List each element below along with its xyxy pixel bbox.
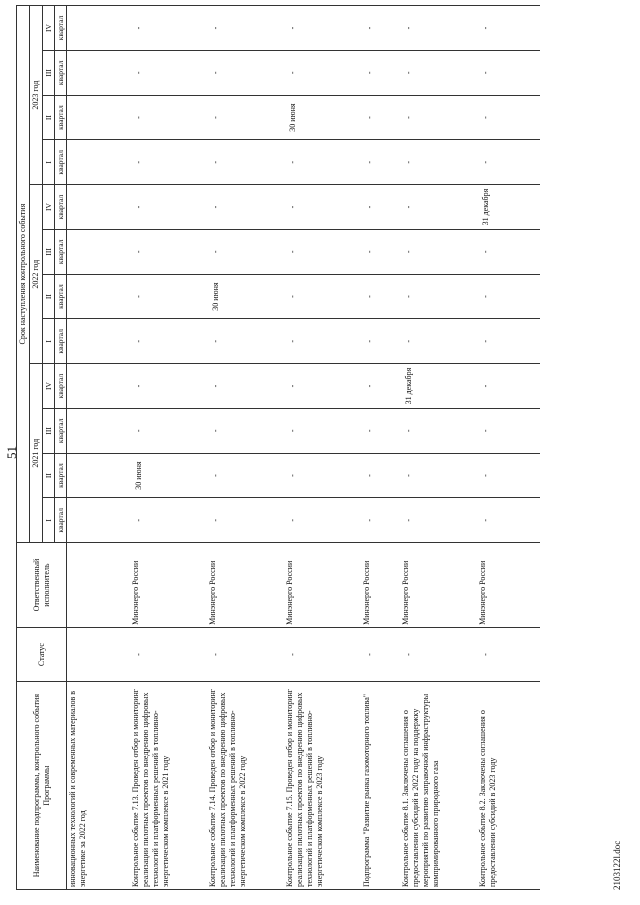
quarter-cell: - (284, 408, 361, 453)
table-row (284, 6, 361, 890)
event-name: Контрольное событие 7.13. Проведен отбор и мониторинг реализации пилотных проектов по внедрению цифровых технологий и платформенных решений в топливно-энергетическом комплексе в 2021 году (130, 682, 207, 890)
quarter-cell (67, 364, 131, 409)
event-name: Контрольное событие 7.15. Проведен отбор и мониторинг реализации пилотных проектов по внедрению цифровых технологий и платформенных решений в топливно-энергетическом комплексе в 2023 году (284, 682, 361, 890)
quarter-cell: - (361, 319, 400, 364)
quarter-number: III (43, 408, 55, 453)
quarter-cell: - (130, 95, 207, 140)
quarter-cell: - (477, 319, 540, 364)
quarter-cell: - (284, 185, 361, 230)
quarter-cell: - (284, 6, 361, 51)
quarter-number: IV (43, 6, 55, 51)
event-executor (67, 543, 131, 628)
quarter-cell: - (477, 498, 540, 543)
quarter-cell: 31 декабря (477, 185, 540, 230)
quarter-cell: 30 июня (284, 95, 361, 140)
event-status: - (477, 627, 540, 681)
quarter-cell: - (477, 6, 540, 51)
quarter-cell: - (284, 140, 361, 185)
quarter-cell: - (477, 140, 540, 185)
page-number: 51 (4, 446, 19, 459)
quarter-cell: - (130, 319, 207, 364)
table-row (207, 6, 284, 890)
event-executor: Минэнерго России (477, 543, 540, 628)
quarter-cell: - (400, 50, 477, 95)
quarter-cell (67, 140, 131, 185)
quarter-cell: - (284, 453, 361, 498)
quarter-cell: - (284, 274, 361, 319)
quarter-cell: - (207, 50, 284, 95)
quarter-cell: - (130, 498, 207, 543)
quarter-word: квартал (55, 229, 67, 274)
table-row (400, 6, 477, 890)
quarter-cell: - (477, 229, 540, 274)
quarter-cell: - (400, 498, 477, 543)
quarter-cell: - (400, 140, 477, 185)
quarter-cell: - (361, 95, 400, 140)
event-status (67, 627, 131, 681)
header-term: Срок наступления контрольного события (17, 6, 30, 543)
quarter-cell: - (130, 50, 207, 95)
quarter-cell (67, 50, 131, 95)
quarter-cell: - (207, 453, 284, 498)
quarter-cell (67, 229, 131, 274)
event-status: - (130, 627, 207, 681)
quarter-cell: - (130, 274, 207, 319)
quarter-cell: - (400, 408, 477, 453)
quarter-cell: - (130, 185, 207, 230)
quarter-number: III (43, 229, 55, 274)
document-id: 2103122l.doc (612, 840, 622, 890)
event-name: Подпрограмма "Развитие рынка газомоторного топлива" (361, 682, 400, 890)
quarter-cell: - (361, 50, 400, 95)
quarter-cell: - (361, 364, 400, 409)
quarter-cell: 30 июня (207, 274, 284, 319)
event-status: - (400, 627, 477, 681)
quarter-cell: - (130, 140, 207, 185)
header-year-2021: 2021 год (30, 364, 43, 543)
quarter-cell (67, 95, 131, 140)
event-name: инновационных технологий и современных материалов в энергетике за 2022 год (67, 682, 131, 890)
quarter-cell: - (207, 408, 284, 453)
quarter-cell: - (361, 229, 400, 274)
quarter-cell: - (130, 229, 207, 274)
table-row (477, 6, 540, 890)
quarter-cell: - (284, 319, 361, 364)
quarter-cell: - (207, 6, 284, 51)
event-name: Контрольное событие 8.1. Заключены соглашения о предоставлении субсидий в 2022 году на поддержку мероприятий по развитию заправочной инфраструктуры компримированного природного газа (400, 682, 477, 890)
quarter-word: квартал (55, 408, 67, 453)
quarter-cell: - (284, 50, 361, 95)
event-executor: Минэнерго России (361, 543, 400, 628)
quarter-word: квартал (55, 140, 67, 185)
quarter-number: II (43, 274, 55, 319)
quarter-number: II (43, 453, 55, 498)
quarter-cell: - (130, 364, 207, 409)
event-status: - (207, 627, 284, 681)
quarter-cell: - (477, 95, 540, 140)
quarter-cell: - (400, 6, 477, 51)
quarter-cell: - (207, 229, 284, 274)
quarter-cell: - (477, 408, 540, 453)
quarter-number: II (43, 95, 55, 140)
quarter-cell: - (477, 364, 540, 409)
quarter-cell (67, 185, 131, 230)
quarter-cell (67, 319, 131, 364)
quarter-word: квартал (55, 95, 67, 140)
quarter-cell: - (400, 453, 477, 498)
quarter-cell (67, 498, 131, 543)
quarter-cell: 30 июня (130, 453, 207, 498)
quarter-cell: - (477, 50, 540, 95)
quarter-cell (67, 408, 131, 453)
quarter-cell: - (361, 140, 400, 185)
event-executor: Минэнерго России (284, 543, 361, 628)
quarter-cell: - (400, 229, 477, 274)
event-status: - (361, 627, 400, 681)
quarter-cell (67, 453, 131, 498)
quarter-word: квартал (55, 453, 67, 498)
quarter-cell: - (361, 408, 400, 453)
quarter-word: квартал (55, 50, 67, 95)
event-executor: Минэнерго России (400, 543, 477, 628)
quarter-cell: - (284, 364, 361, 409)
quarter-cell: - (207, 95, 284, 140)
quarter-cell: - (361, 498, 400, 543)
header-status: Статус (17, 627, 67, 681)
quarter-word: квартал (55, 6, 67, 51)
quarter-number: III (43, 50, 55, 95)
event-status: - (284, 627, 361, 681)
event-name: Контрольное событие 7.14. Проведен отбор и мониторинг реализации пилотных проектов по внедрению цифровых технологий и платформенных решений в топливно-энергетическом комплексе в 2022 году (207, 682, 284, 890)
quarter-cell: - (361, 453, 400, 498)
quarter-number: I (43, 319, 55, 364)
quarter-cell: - (477, 274, 540, 319)
quarter-cell: - (400, 95, 477, 140)
quarter-cell: - (207, 140, 284, 185)
table-row (67, 6, 131, 890)
quarter-cell: - (207, 319, 284, 364)
quarter-word: квартал (55, 364, 67, 409)
quarter-cell: - (207, 498, 284, 543)
quarter-cell: - (477, 453, 540, 498)
event-executor: Минэнерго России (207, 543, 284, 628)
quarter-number: I (43, 140, 55, 185)
header-year-2023: 2023 год (30, 6, 43, 185)
quarter-word: квартал (55, 319, 67, 364)
quarter-cell: - (400, 185, 477, 230)
event-executor: Минэнерго России (130, 543, 207, 628)
quarter-word: квартал (55, 185, 67, 230)
quarter-cell: - (284, 498, 361, 543)
quarter-cell: 31 декабря (400, 364, 477, 409)
quarter-cell: - (130, 6, 207, 51)
quarter-cell (67, 274, 131, 319)
quarter-cell: - (400, 274, 477, 319)
quarter-cell: - (400, 319, 477, 364)
quarter-cell: - (207, 185, 284, 230)
event-name: Контрольное событие 8.2. Заключены соглашения о предоставлении субсидий в 2023 году (477, 682, 540, 890)
table-body (67, 6, 541, 890)
quarter-cell: - (361, 185, 400, 230)
quarter-cell: - (361, 6, 400, 51)
quarter-cell: - (361, 274, 400, 319)
header-name: Наименование подпрограммы, контрольного события Программы (17, 682, 67, 890)
header-year-2022: 2022 год (30, 185, 43, 364)
quarter-word: квартал (55, 274, 67, 319)
quarter-cell: - (130, 408, 207, 453)
quarter-word: квартал (55, 498, 67, 543)
quarter-cell: - (284, 229, 361, 274)
table-row (130, 6, 207, 890)
quarter-cell (67, 6, 131, 51)
quarter-cell: - (207, 364, 284, 409)
header-executor: Ответственный исполнитель (17, 543, 67, 628)
quarter-number: IV (43, 185, 55, 230)
table-row (361, 6, 400, 890)
quarter-number: I (43, 498, 55, 543)
control-events-table (16, 5, 540, 890)
quarter-number: IV (43, 364, 55, 409)
